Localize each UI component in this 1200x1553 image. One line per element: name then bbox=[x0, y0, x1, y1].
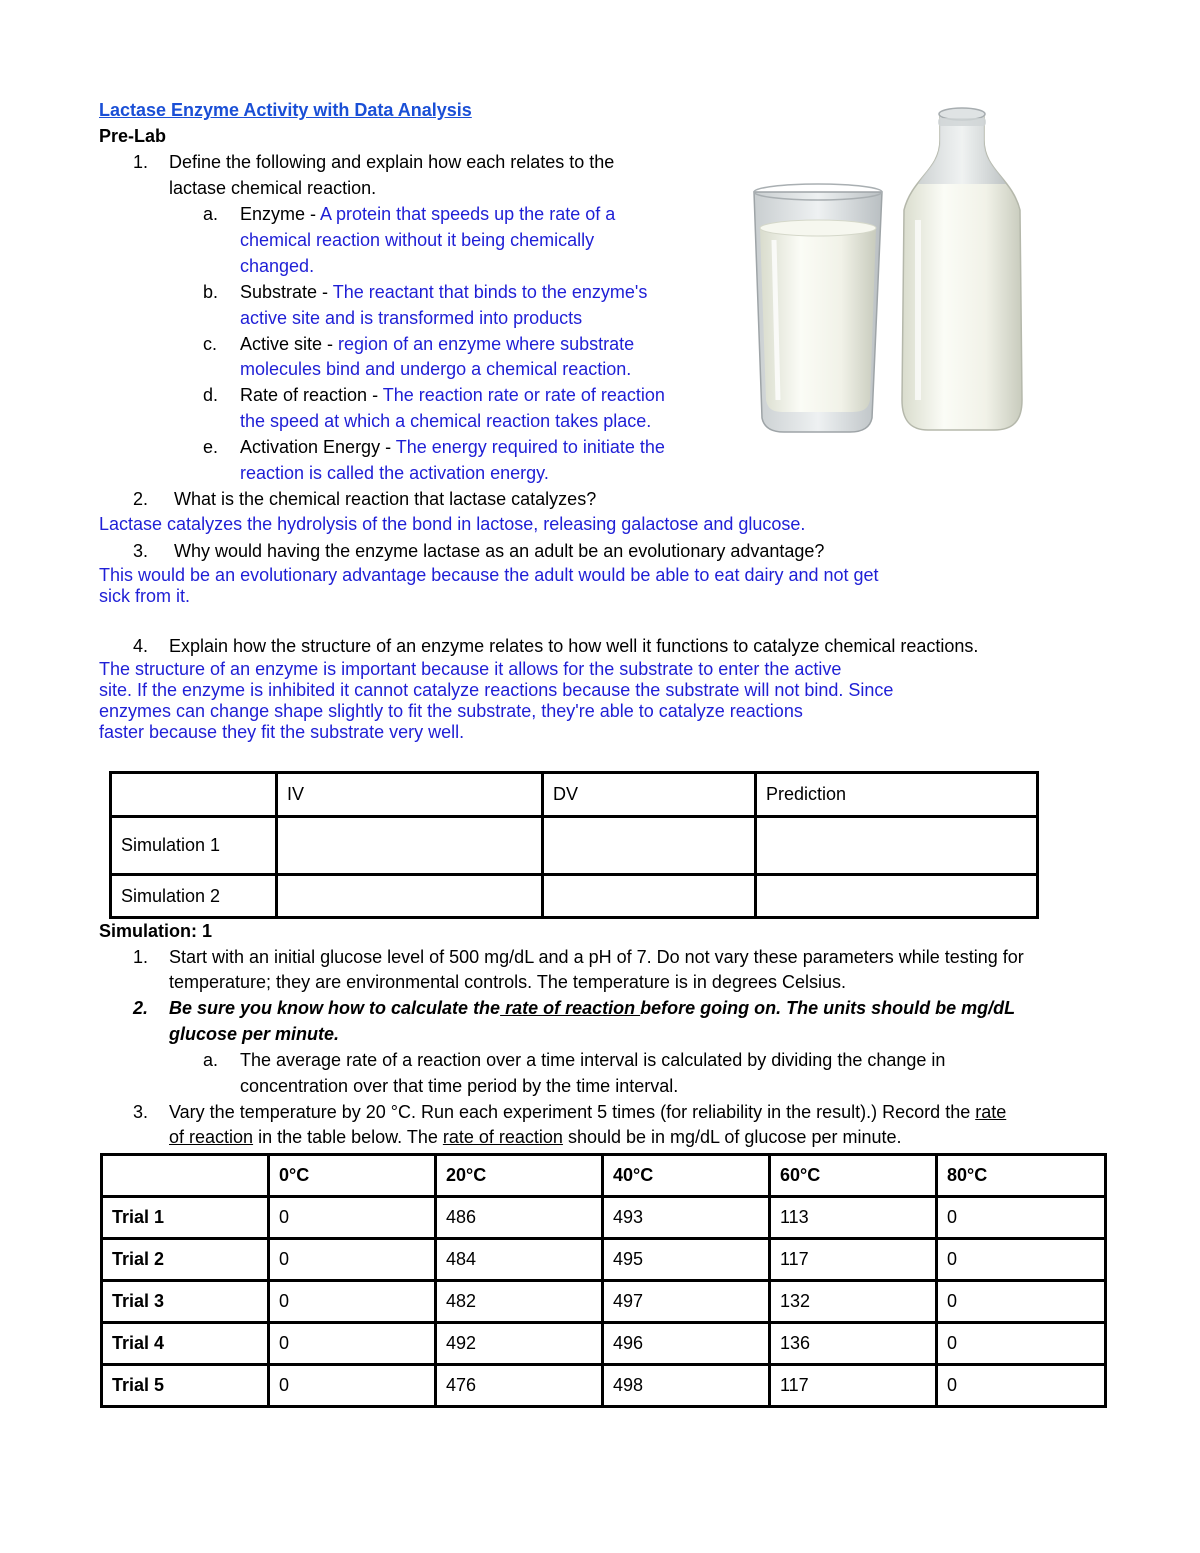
table-row bbox=[111, 875, 1038, 918]
table-cell bbox=[102, 1155, 269, 1197]
q1a-letter: a. bbox=[203, 204, 219, 224]
table-header-cell: IV bbox=[277, 773, 543, 817]
table-row-label: Trial 1 bbox=[102, 1197, 269, 1239]
table-row-label: Trial 2 bbox=[102, 1239, 269, 1281]
q1-line-1: Define the following and explain how each relates to the bbox=[169, 152, 615, 172]
q1c-answer-line-2: molecules bind and undergo a chemical reaction. bbox=[240, 359, 632, 379]
table-header-cell: DV bbox=[543, 773, 756, 817]
table-cell: 498 bbox=[603, 1365, 770, 1407]
q1e-letter: e. bbox=[203, 437, 219, 457]
q1a-answer-line-3: changed. bbox=[240, 256, 315, 276]
q1d-text bbox=[240, 384, 665, 406]
table-cell: 0 bbox=[269, 1323, 436, 1365]
table-cell: 117 bbox=[770, 1365, 937, 1407]
prelab-heading: Pre-Lab bbox=[99, 126, 167, 146]
q1b-answer-line-2: active site and is transformed into products bbox=[240, 308, 583, 328]
variables-table bbox=[109, 771, 1039, 919]
step3-number: 3. bbox=[133, 1102, 149, 1122]
step2-part-1: Be sure you know how to calculate the bbox=[169, 998, 501, 1018]
q4-answer-line-2: site. If the enzyme is inhibited it cannot catalyze reactions because the substrate will not bind. Since bbox=[99, 680, 894, 700]
q1c-text bbox=[240, 333, 634, 355]
table-cell[interactable] bbox=[543, 875, 756, 918]
q1b-term: Substrate - bbox=[240, 282, 333, 302]
table-cell[interactable] bbox=[756, 817, 1038, 875]
step3-line-1 bbox=[169, 1101, 1006, 1123]
table-header-cell: 0°C bbox=[269, 1155, 436, 1197]
table-cell: 496 bbox=[603, 1323, 770, 1365]
table-header-cell: 60°C bbox=[770, 1155, 937, 1197]
q1b-text bbox=[240, 281, 647, 303]
q1b-answer: The reactant that binds to the enzyme's bbox=[332, 282, 648, 302]
table-cell: 0 bbox=[269, 1197, 436, 1239]
q1e-answer-line-2: reaction is called the activation energy. bbox=[240, 463, 549, 483]
q2-answer: Lactase catalyzes the hydrolysis of the bond in lactose, releasing galactose and glucose. bbox=[99, 514, 806, 534]
step2-line-2: glucose per minute. bbox=[169, 1024, 340, 1044]
table-cell: 484 bbox=[436, 1239, 603, 1281]
step3-line-2 bbox=[169, 1126, 902, 1148]
milk-bottle-and-glass-image bbox=[722, 100, 1064, 440]
table-header-cell: Prediction bbox=[756, 773, 1038, 817]
table-cell[interactable] bbox=[543, 817, 756, 875]
table-row bbox=[111, 817, 1038, 875]
table-cell: 0 bbox=[937, 1365, 1106, 1407]
table-cell: 495 bbox=[603, 1239, 770, 1281]
table-cell: 117 bbox=[770, 1239, 937, 1281]
step2a-letter: a. bbox=[203, 1050, 219, 1070]
step2a-line-1: The average rate of a reaction over a time interval is calculated by dividing the change in bbox=[240, 1050, 946, 1070]
step1-number: 1. bbox=[133, 947, 149, 967]
table-cell bbox=[111, 773, 277, 817]
q4-answer-line-1: The structure of an enzyme is important because it allows for the substrate to enter the active bbox=[99, 659, 842, 679]
step3-rate: rate bbox=[975, 1102, 1007, 1122]
table-cell[interactable] bbox=[277, 875, 543, 918]
table-header-cell: 80°C bbox=[937, 1155, 1106, 1197]
table-cell: 497 bbox=[603, 1281, 770, 1323]
table-cell: 0 bbox=[269, 1365, 436, 1407]
table-cell: 486 bbox=[436, 1197, 603, 1239]
table-cell: 0 bbox=[937, 1323, 1106, 1365]
table-cell: 476 bbox=[436, 1365, 603, 1407]
step2-number: 2. bbox=[133, 998, 149, 1018]
q3-answer-line-2: sick from it. bbox=[99, 586, 191, 606]
step2-part-3: before going on. The units should be mg/dL bbox=[640, 998, 1016, 1018]
q1-line-2: lactase chemical reaction. bbox=[169, 178, 377, 198]
q1d-term: Rate of reaction - bbox=[240, 385, 383, 405]
table-row bbox=[102, 1197, 1106, 1239]
table-cell: 136 bbox=[770, 1323, 937, 1365]
table-cell: 0 bbox=[269, 1281, 436, 1323]
rate-of-reaction-table bbox=[100, 1153, 1107, 1408]
step3-part-1: Vary the temperature by 20 °C. Run each experiment 5 times (for reliability in the result).) Record the bbox=[169, 1102, 976, 1122]
q1e-term: Activation Energy - bbox=[240, 437, 396, 457]
step1-line-1: Start with an initial glucose level of 500 mg/dL and a pH of 7. Do not vary these parameters while testing for bbox=[169, 947, 1024, 967]
q4-answer-line-3: enzymes can change shape slightly to fit the substrate, they're able to catalyze reactions bbox=[99, 701, 803, 721]
q1a-term: Enzyme - bbox=[240, 204, 321, 224]
q4-answer-line-4: faster because they fit the substrate very well. bbox=[99, 722, 465, 742]
document-title: Lactase Enzyme Activity with Data Analysis bbox=[99, 100, 472, 120]
table-cell: 482 bbox=[436, 1281, 603, 1323]
table-row-label: Simulation 2 bbox=[111, 875, 277, 918]
table-cell: 113 bbox=[770, 1197, 937, 1239]
table-row-label: Trial 4 bbox=[102, 1323, 269, 1365]
q1c-answer: region of an enzyme where substrate bbox=[338, 334, 635, 354]
table-row bbox=[102, 1239, 1106, 1281]
step2a-line-2: concentration over that time period by the time interval. bbox=[240, 1076, 679, 1096]
q4-number: 4. bbox=[133, 636, 149, 656]
step3-part-4: in the table below. The bbox=[253, 1127, 443, 1147]
table-cell: 0 bbox=[937, 1197, 1106, 1239]
table-header-cell: 40°C bbox=[603, 1155, 770, 1197]
q1c-letter: c. bbox=[203, 334, 218, 354]
variables-table-header-row bbox=[111, 773, 1038, 817]
table-cell: 493 bbox=[603, 1197, 770, 1239]
q1a-answer: A protein that speeds up the rate of a bbox=[320, 204, 616, 224]
q1a-text bbox=[240, 203, 615, 225]
q1b-letter: b. bbox=[203, 282, 219, 302]
step1-line-2: temperature; they are environmental controls. The temperature is in degrees Celsius. bbox=[169, 972, 847, 992]
q1e-text bbox=[240, 436, 665, 458]
table-cell: 0 bbox=[937, 1239, 1106, 1281]
q3-question: Why would having the enzyme lactase as an adult be an evolutionary advantage? bbox=[174, 541, 825, 561]
q1-number: 1. bbox=[133, 152, 149, 172]
q1a-answer-line-2: chemical reaction without it being chemically bbox=[240, 230, 595, 250]
table-cell: 492 bbox=[436, 1323, 603, 1365]
table-cell[interactable] bbox=[756, 875, 1038, 918]
q1d-answer: The reaction rate or rate of reaction bbox=[382, 385, 665, 405]
q2-number: 2. bbox=[133, 489, 149, 509]
q1c-term: Active site - bbox=[240, 334, 339, 354]
table-cell: 0 bbox=[937, 1281, 1106, 1323]
table-cell: 132 bbox=[770, 1281, 937, 1323]
rate-table-header-row bbox=[102, 1155, 1106, 1197]
step2-rate-of-reaction: rate of reaction bbox=[500, 998, 641, 1018]
q1e-answer: The energy required to initiate the bbox=[395, 437, 665, 457]
q1d-answer-line-2: the speed at which a chemical reaction takes place. bbox=[240, 411, 652, 431]
table-row-label: Trial 3 bbox=[102, 1281, 269, 1323]
step3-part-6: should be in mg/dL of glucose per minute. bbox=[562, 1127, 902, 1147]
q3-number: 3. bbox=[133, 541, 149, 561]
simulation-heading: Simulation: 1 bbox=[99, 921, 213, 941]
q4-question: Explain how the structure of an enzyme relates to how well it functions to catalyze chemical reactions. bbox=[169, 636, 979, 656]
table-row-label: Trial 5 bbox=[102, 1365, 269, 1407]
table-row bbox=[102, 1323, 1106, 1365]
step3-of-reaction: of reaction bbox=[169, 1127, 254, 1147]
table-cell: 0 bbox=[269, 1239, 436, 1281]
q3-answer-line-1: This would be an evolutionary advantage because the adult would be able to eat dairy and not get bbox=[99, 565, 879, 585]
table-header-cell: 20°C bbox=[436, 1155, 603, 1197]
q1d-letter: d. bbox=[203, 385, 219, 405]
table-row bbox=[102, 1281, 1106, 1323]
table-cell[interactable] bbox=[277, 817, 543, 875]
step2-line-1 bbox=[169, 997, 1015, 1019]
table-row-label: Simulation 1 bbox=[111, 817, 277, 875]
table-row bbox=[102, 1365, 1106, 1407]
step3-rate-of-reaction: rate of reaction bbox=[442, 1127, 563, 1147]
q2-question: What is the chemical reaction that lactase catalyzes? bbox=[174, 489, 597, 509]
